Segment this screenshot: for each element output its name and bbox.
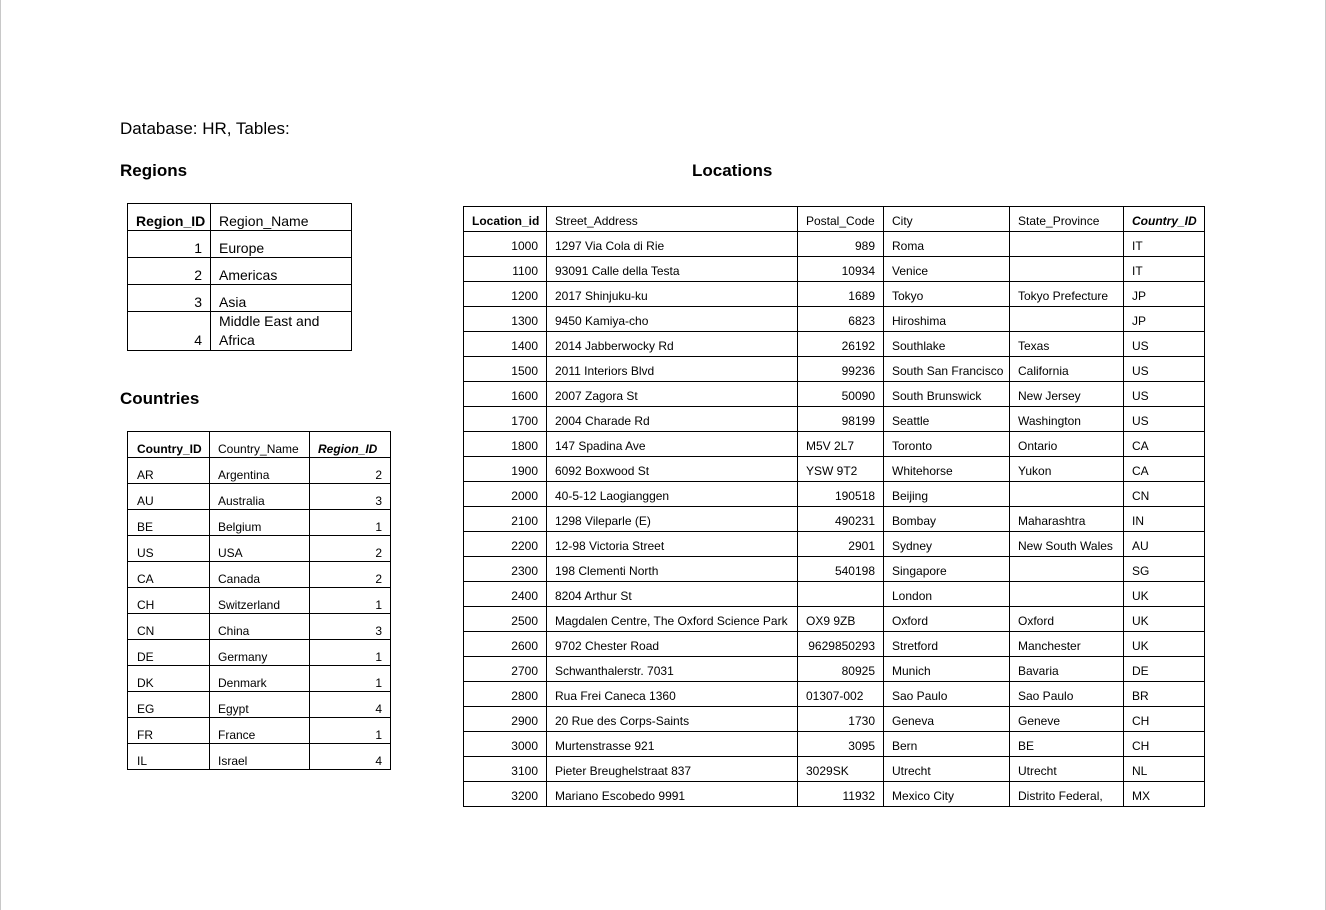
table-cell: Tokyo Prefecture — [1010, 282, 1124, 307]
table-cell — [1010, 257, 1124, 282]
table-cell: JP — [1124, 282, 1205, 307]
table-cell: 190518 — [798, 482, 884, 507]
table-row — [464, 332, 1205, 357]
table-cell: Stretford — [884, 632, 1010, 657]
table-cell — [1010, 232, 1124, 257]
table-cell: IN — [1124, 507, 1205, 532]
table-row — [128, 510, 391, 536]
table-cell: 2700 — [464, 657, 547, 682]
table-cell: 1500 — [464, 357, 547, 382]
table-row — [464, 532, 1205, 557]
table-row — [464, 232, 1205, 257]
table-row — [464, 457, 1205, 482]
table-cell: DE — [1124, 657, 1205, 682]
table-row — [128, 285, 352, 312]
table-cell: 26192 — [798, 332, 884, 357]
table-header-row — [128, 432, 391, 458]
table-cell: 1 — [310, 666, 391, 692]
table-cell: YSW 9T2 — [798, 457, 884, 482]
table-cell: 2900 — [464, 707, 547, 732]
table-cell: Murtenstrasse 921 — [547, 732, 798, 757]
table-cell: Bavaria — [1010, 657, 1124, 682]
table-cell: 1730 — [798, 707, 884, 732]
column-header: Country_ID — [128, 432, 210, 458]
table-cell: 9450 Kamiya-cho — [547, 307, 798, 332]
table-cell: IT — [1124, 257, 1205, 282]
table-cell: Roma — [884, 232, 1010, 257]
column-header: Region_ID — [310, 432, 391, 458]
table-cell: 2 — [310, 562, 391, 588]
table-cell: California — [1010, 357, 1124, 382]
table-cell: 40-5-12 Laogianggen — [547, 482, 798, 507]
table-cell: New South Wales — [1010, 532, 1124, 557]
table-cell: Mariano Escobedo 9991 — [547, 782, 798, 807]
table-cell: Denmark — [210, 666, 310, 692]
table-cell: 490231 — [798, 507, 884, 532]
table-cell: 2 — [310, 458, 391, 484]
table-cell: 50090 — [798, 382, 884, 407]
table-cell: 2500 — [464, 607, 547, 632]
table-cell: AU — [128, 484, 210, 510]
column-header: State_Province — [1010, 207, 1124, 232]
table-cell: Sao Paulo — [1010, 682, 1124, 707]
column-header: Country_Name — [210, 432, 310, 458]
table-cell: 9702 Chester Road — [547, 632, 798, 657]
table-cell: 3 — [310, 614, 391, 640]
table-row — [464, 757, 1205, 782]
table-cell: 3095 — [798, 732, 884, 757]
table-cell: 2600 — [464, 632, 547, 657]
table-row — [128, 744, 391, 770]
table-cell: Distrito Federal, — [1010, 782, 1124, 807]
table-row — [128, 718, 391, 744]
table-cell: Geneve — [1010, 707, 1124, 732]
table-cell: US — [1124, 407, 1205, 432]
table-cell: 1 — [128, 231, 211, 258]
table-cell: France — [210, 718, 310, 744]
page-border-left — [0, 0, 1, 910]
table-cell: 01307-002 — [798, 682, 884, 707]
table-cell: 2004 Charade Rd — [547, 407, 798, 432]
table-cell: 2901 — [798, 532, 884, 557]
table-cell: OX9 9ZB — [798, 607, 884, 632]
table-cell: Bern — [884, 732, 1010, 757]
table-cell: USA — [210, 536, 310, 562]
table-row — [464, 782, 1205, 807]
table-cell: 1298 Vileparle (E) — [547, 507, 798, 532]
table-cell: FR — [128, 718, 210, 744]
table-cell: CH — [1124, 707, 1205, 732]
table-cell: US — [1124, 332, 1205, 357]
table-cell: 98199 — [798, 407, 884, 432]
table-cell: AU — [1124, 532, 1205, 557]
table-row — [464, 307, 1205, 332]
table-cell: BE — [1010, 732, 1124, 757]
table-row — [464, 632, 1205, 657]
table-cell: 989 — [798, 232, 884, 257]
table-row — [128, 562, 391, 588]
table-cell: 4 — [128, 312, 211, 351]
table-cell: 1800 — [464, 432, 547, 457]
column-header: Region_ID — [128, 204, 211, 231]
table-cell: 1000 — [464, 232, 547, 257]
table-row — [464, 432, 1205, 457]
table-cell — [1010, 307, 1124, 332]
column-header: Street_Address — [547, 207, 798, 232]
table-cell: IT — [1124, 232, 1205, 257]
table-cell: 2100 — [464, 507, 547, 532]
column-header: Postal_Code — [798, 207, 884, 232]
table-row — [464, 657, 1205, 682]
table-cell: SG — [1124, 557, 1205, 582]
table-row — [464, 507, 1205, 532]
table-cell: 2007 Zagora St — [547, 382, 798, 407]
table-cell — [1010, 582, 1124, 607]
table-cell: Magdalen Centre, The Oxford Science Park — [547, 607, 798, 632]
table-cell: 8204 Arthur St — [547, 582, 798, 607]
table-cell: 2000 — [464, 482, 547, 507]
table-cell: Toronto — [884, 432, 1010, 457]
table-cell: Venice — [884, 257, 1010, 282]
table-cell: CA — [1124, 457, 1205, 482]
table-cell: Pieter Breughelstraat 837 — [547, 757, 798, 782]
table-cell: Geneva — [884, 707, 1010, 732]
table-cell: China — [210, 614, 310, 640]
table-cell: 4 — [310, 692, 391, 718]
table-cell: US — [128, 536, 210, 562]
table-cell: Texas — [1010, 332, 1124, 357]
table-cell: Schwanthalerstr. 7031 — [547, 657, 798, 682]
table-cell: 10934 — [798, 257, 884, 282]
table-cell: Germany — [210, 640, 310, 666]
regions-table — [127, 203, 352, 351]
table-cell: EG — [128, 692, 210, 718]
table-cell: 3100 — [464, 757, 547, 782]
table-cell: 2200 — [464, 532, 547, 557]
table-cell: UK — [1124, 607, 1205, 632]
table-cell: 1900 — [464, 457, 547, 482]
table-cell — [798, 582, 884, 607]
table-cell: Egypt — [210, 692, 310, 718]
table-cell: IL — [128, 744, 210, 770]
countries-title: Countries — [120, 389, 200, 408]
table-cell: Bombay — [884, 507, 1010, 532]
table-row — [464, 382, 1205, 407]
locations-table — [463, 206, 1205, 807]
table-cell: 1100 — [464, 257, 547, 282]
table-cell: Beijing — [884, 482, 1010, 507]
table-cell: NL — [1124, 757, 1205, 782]
table-row — [128, 484, 391, 510]
table-row — [128, 458, 391, 484]
table-cell: 1297 Via Cola di Rie — [547, 232, 798, 257]
table-cell: Utrecht — [884, 757, 1010, 782]
table-cell: Sydney — [884, 532, 1010, 557]
table-cell: AR — [128, 458, 210, 484]
table-cell: 1 — [310, 718, 391, 744]
table-cell: 9629850293 — [798, 632, 884, 657]
table-cell: Americas — [211, 258, 352, 285]
table-cell: 1400 — [464, 332, 547, 357]
table-cell: 99236 — [798, 357, 884, 382]
table-row — [464, 257, 1205, 282]
table-cell: 198 Clementi North — [547, 557, 798, 582]
table-cell: M5V 2L7 — [798, 432, 884, 457]
table-row — [128, 614, 391, 640]
table-row — [464, 682, 1205, 707]
table-cell: 11932 — [798, 782, 884, 807]
table-cell: Maharashtra — [1010, 507, 1124, 532]
table-row — [128, 588, 391, 614]
table-cell: 6092 Boxwood St — [547, 457, 798, 482]
regions-title: Regions — [120, 161, 188, 180]
table-cell: 1700 — [464, 407, 547, 432]
table-cell: CH — [128, 588, 210, 614]
table-cell: Seattle — [884, 407, 1010, 432]
table-row — [464, 482, 1205, 507]
table-cell: Sao Paulo — [884, 682, 1010, 707]
table-row — [464, 357, 1205, 382]
table-row — [464, 732, 1205, 757]
table-row — [128, 692, 391, 718]
table-cell: BR — [1124, 682, 1205, 707]
table-cell: Belgium — [210, 510, 310, 536]
table-cell: 147 Spadina Ave — [547, 432, 798, 457]
table-cell: Switzerland — [210, 588, 310, 614]
table-row — [464, 607, 1205, 632]
table-cell: Europe — [211, 231, 352, 258]
table-cell: UK — [1124, 632, 1205, 657]
table-cell: Southlake — [884, 332, 1010, 357]
table-row — [464, 707, 1205, 732]
table-cell: 2014 Jabberwocky Rd — [547, 332, 798, 357]
table-cell: CN — [128, 614, 210, 640]
table-row — [128, 312, 352, 351]
table-cell: Hiroshima — [884, 307, 1010, 332]
table-cell: CH — [1124, 732, 1205, 757]
table-cell: Yukon — [1010, 457, 1124, 482]
table-row — [464, 557, 1205, 582]
table-cell: South San Francisco — [884, 357, 1010, 382]
table-cell: Mexico City — [884, 782, 1010, 807]
table-row — [464, 407, 1205, 432]
table-cell: Australia — [210, 484, 310, 510]
table-row — [128, 258, 352, 285]
table-cell: Canada — [210, 562, 310, 588]
table-cell: 3029SK — [798, 757, 884, 782]
column-header: City — [884, 207, 1010, 232]
table-cell: 2300 — [464, 557, 547, 582]
table-cell: DK — [128, 666, 210, 692]
table-cell: UK — [1124, 582, 1205, 607]
table-cell: London — [884, 582, 1010, 607]
table-header-row — [464, 207, 1205, 232]
locations-title: Locations — [692, 161, 773, 180]
table-header-row — [128, 204, 352, 231]
table-cell: 1600 — [464, 382, 547, 407]
table-cell: 1 — [310, 510, 391, 536]
table-cell: Asia — [211, 285, 352, 312]
table-cell — [1010, 482, 1124, 507]
table-cell: 2011 Interiors Blvd — [547, 357, 798, 382]
table-cell: Utrecht — [1010, 757, 1124, 782]
table-row — [128, 536, 391, 562]
column-header: Country_ID — [1124, 207, 1205, 232]
table-cell: 93091 Calle della Testa — [547, 257, 798, 282]
table-cell: New Jersey — [1010, 382, 1124, 407]
table-cell: Argentina — [210, 458, 310, 484]
table-cell: Manchester — [1010, 632, 1124, 657]
table-cell: Oxford — [1010, 607, 1124, 632]
table-cell: 20 Rue des Corps-Saints — [547, 707, 798, 732]
table-cell: Oxford — [884, 607, 1010, 632]
table-cell: Washington — [1010, 407, 1124, 432]
table-cell: Israel — [210, 744, 310, 770]
table-cell: 1200 — [464, 282, 547, 307]
table-cell: 3000 — [464, 732, 547, 757]
table-cell: CA — [128, 562, 210, 588]
table-row — [128, 231, 352, 258]
table-cell: 2800 — [464, 682, 547, 707]
table-cell: Middle East and Africa — [211, 312, 352, 351]
document-title: Database: HR, Tables: — [120, 119, 290, 138]
table-cell — [1010, 557, 1124, 582]
table-cell: MX — [1124, 782, 1205, 807]
table-cell: Whitehorse — [884, 457, 1010, 482]
table-cell: 80925 — [798, 657, 884, 682]
table-cell: 2 — [310, 536, 391, 562]
table-cell: DE — [128, 640, 210, 666]
table-cell: 3200 — [464, 782, 547, 807]
table-cell: 540198 — [798, 557, 884, 582]
table-cell: 4 — [310, 744, 391, 770]
table-row — [128, 666, 391, 692]
column-header: Region_Name — [211, 204, 352, 231]
table-cell: 1300 — [464, 307, 547, 332]
table-cell: Munich — [884, 657, 1010, 682]
table-cell: CA — [1124, 432, 1205, 457]
table-cell: Singapore — [884, 557, 1010, 582]
table-cell: US — [1124, 357, 1205, 382]
table-cell: Ontario — [1010, 432, 1124, 457]
column-header: Location_id — [464, 207, 547, 232]
table-cell: 2017 Shinjuku-ku — [547, 282, 798, 307]
table-cell: 1 — [310, 640, 391, 666]
table-row — [464, 282, 1205, 307]
table-cell: 3 — [128, 285, 211, 312]
table-cell: 12-98 Victoria Street — [547, 532, 798, 557]
table-cell: 1689 — [798, 282, 884, 307]
table-row — [464, 582, 1205, 607]
countries-table — [127, 431, 391, 770]
table-cell: South Brunswick — [884, 382, 1010, 407]
table-cell: CN — [1124, 482, 1205, 507]
table-cell: 2400 — [464, 582, 547, 607]
table-cell: 3 — [310, 484, 391, 510]
table-cell: 2 — [128, 258, 211, 285]
table-cell: JP — [1124, 307, 1205, 332]
table-cell: 1 — [310, 588, 391, 614]
table-cell: US — [1124, 382, 1205, 407]
table-row — [128, 640, 391, 666]
table-cell: Rua Frei Caneca 1360 — [547, 682, 798, 707]
table-cell: 6823 — [798, 307, 884, 332]
table-cell: BE — [128, 510, 210, 536]
table-cell: Tokyo — [884, 282, 1010, 307]
